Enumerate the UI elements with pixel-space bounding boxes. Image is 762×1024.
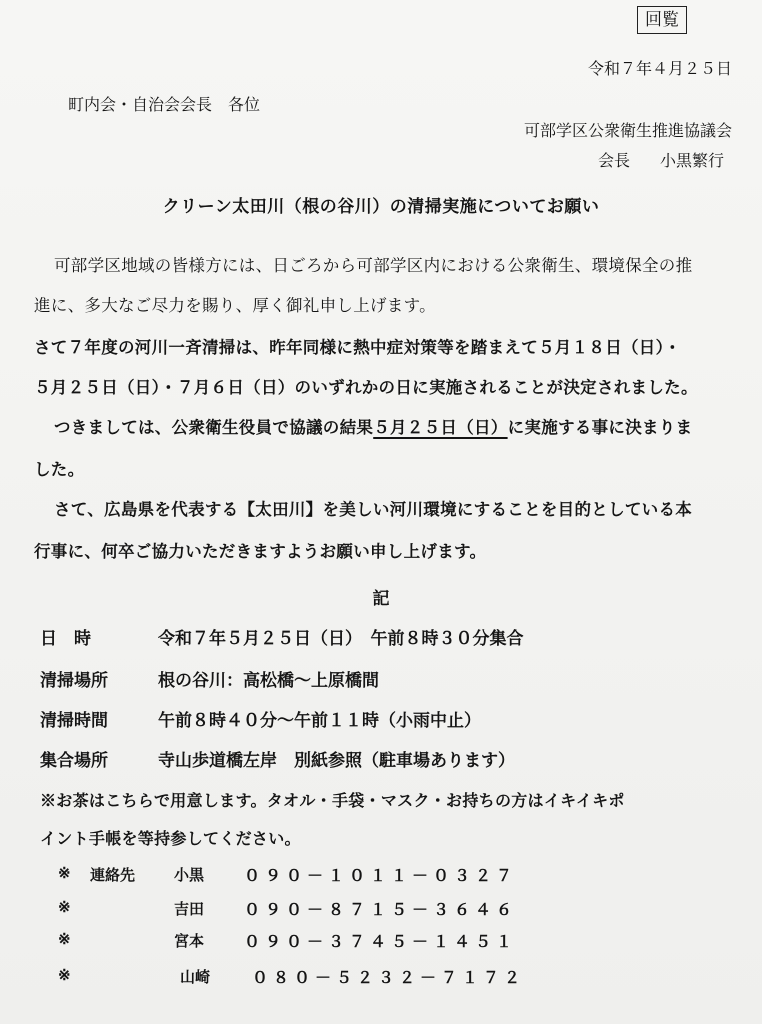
sender-chair [598, 148, 724, 171]
contact-name: 吉田 [174, 900, 205, 918]
contact-mark: ※ [58, 864, 71, 882]
record-heading: 記 [372, 589, 390, 609]
chair-name: 小黒繁行 [660, 151, 725, 170]
detail-value-datetime: 令和７年５月２５日（日） 午前８時３０分集合 [158, 629, 524, 649]
body-p1-line2: 進に、多大なご尽力を賜り、厚く御礼申し上げます。 [34, 296, 436, 315]
body-p4-line1: さて、広島県を代表する【太田川】を美しい河川環境にすることを目的としている本 [54, 500, 693, 519]
sender-organization: 可部学区公衆衛生推進協議会 [523, 121, 732, 140]
detail-value-location: 根の谷川：高松橋～上原橋間 [158, 671, 379, 691]
addressee: 町内会・自治会会長 各位 [68, 95, 261, 114]
document-title: クリーン太田川（根の谷川）の清掃実施についてお願い [162, 197, 600, 217]
contact-label: 連絡先 [90, 866, 136, 884]
body-p3-pre: つきましては、公衆衛生役員で協議の結果 [54, 418, 374, 437]
event-date-emphasis: ５月２５日（日） [373, 418, 508, 437]
note-line1: ※お茶はこちらで用意します。タオル・手袋・マスク・お持ちの方はイキイキポ [40, 791, 625, 810]
detail-value-meeting-place: 寺山歩道橋左岸 別紙参照（駐車場あります） [158, 751, 515, 771]
contact-mark: ※ [58, 930, 71, 948]
contact-mark: ※ [58, 898, 71, 916]
note-line2: イント手帳を等持参してください。 [40, 829, 301, 848]
contact-phone: ０９０－８７１５－３６４６ [244, 900, 518, 919]
contact-phone: ０８０－５２３２－７１７２ [252, 968, 526, 987]
contact-name: 山崎 [180, 968, 211, 986]
detail-label-datetime: 日 時 [40, 629, 91, 649]
contact-phone: ０９０－３７４５－１４５１ [244, 932, 518, 951]
detail-label-meeting-place: 集合場所 [40, 751, 108, 771]
detail-label-location: 清掃場所 [40, 671, 108, 691]
body-p4-line2: 行事に、何卒ご協力いただきますようお願い申し上げます。 [34, 542, 487, 561]
detail-value-time: 午前８時４０分～午前１１時（小雨中止） [158, 711, 481, 731]
detail-label-time: 清掃時間 [40, 711, 108, 731]
chair-title: 会長 [598, 151, 631, 170]
contact-phone: ０９０－１０１１－０３２７ [244, 866, 518, 885]
body-p2-line1: さて７年度の河川一斉清掃は、昨年同様に熱中症対策等を踏まえて５月１８日（日）・ [34, 338, 681, 357]
contact-name: 宮本 [174, 932, 205, 950]
body-p2-line2: ５月２５日（日）・７月６日（日）のいずれかの日に実施されることが決定されました。 [34, 378, 698, 397]
body-p3-line2: した。 [34, 460, 85, 479]
body-p1-line1: 可部学区地域の皆様方には、日ごろから可部学区内における公衆衛生、環境保全の推 [54, 256, 693, 275]
contact-name: 小黒 [174, 866, 205, 884]
contact-mark: ※ [58, 966, 71, 984]
circulation-stamp: 回覧 [637, 6, 687, 34]
body-p3-post: に実施する事に決まりま [507, 418, 693, 437]
issue-date: 令和７年４月２５日 [587, 59, 732, 78]
body-p3-line1 [54, 414, 692, 438]
